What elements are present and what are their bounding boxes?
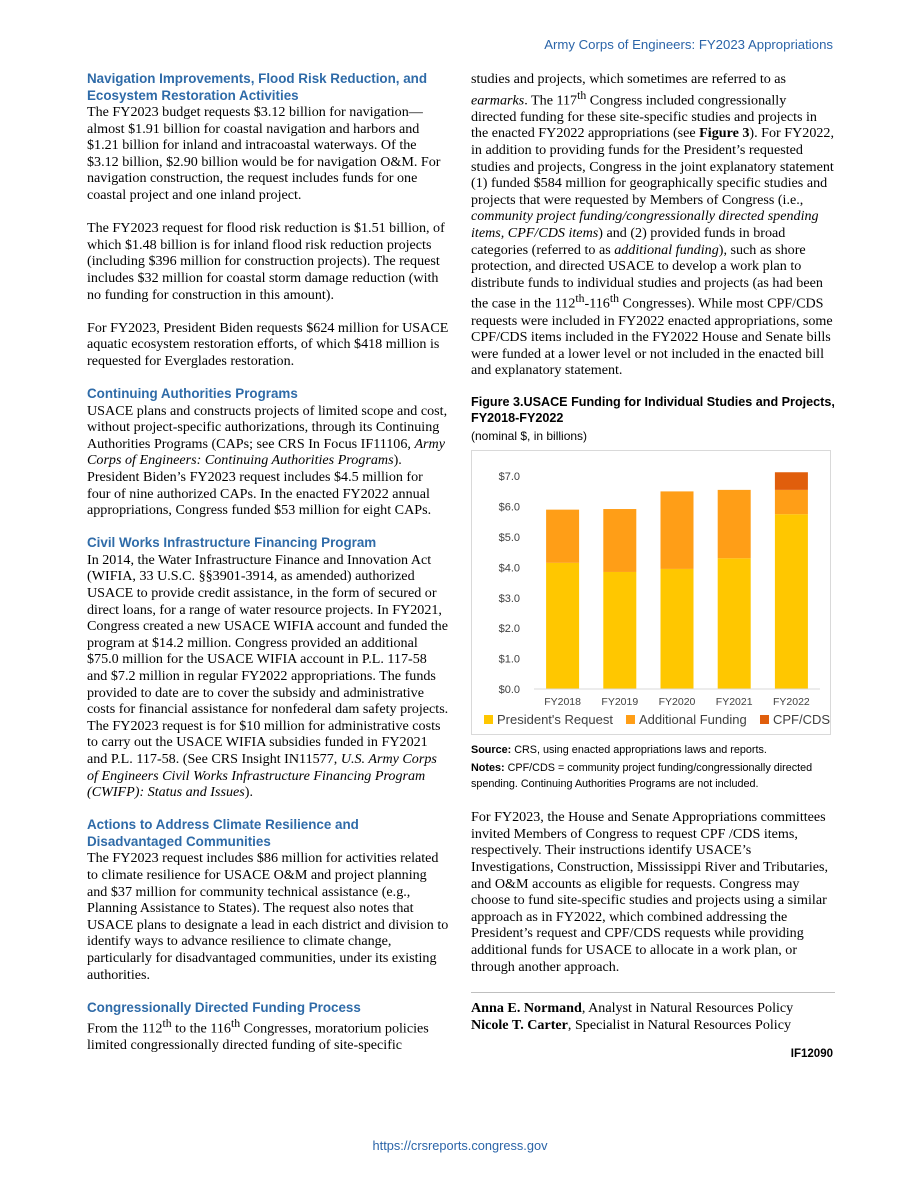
y-tick-label: $5.0	[498, 532, 520, 545]
paragraph-fy2023-requests: For FY2023, the House and Senate Appropriations committees invited Members of Congress to request CPF /CDS items, respectively. Their instructions identify USACE’s Investigations, Construction, Mississippi River and Tributaries, and O&M accounts as eligible for requests. Congress may choose to fund site-specific studies and projects using a similar approach as in FY2022, which combined addressing the President’s request and CPF/CDS requests while providing additional funds for USACE to allocate in a work plan, or through another approach.	[471, 809, 829, 975]
cwiff-report-title: U.S. Army Corps of Engineers Civil Works Infrastructure Financing Program (CWIFP): Status and Issues	[87, 750, 437, 801]
legend-label: Additional Funding	[639, 712, 747, 728]
author-1: Anna E. Normand, Analyst in Natural Resources Policy	[471, 1000, 794, 1017]
figure-3-reference: Figure 3	[699, 125, 750, 142]
report-id: IF12090	[790, 1048, 833, 1060]
cap-report-title: Army Corps of Engineers: Continuing Authorities Programs	[87, 435, 445, 469]
y-tick-label: $1.0	[498, 653, 520, 666]
bar-segment	[661, 569, 694, 689]
x-tick-label: FY2022	[773, 696, 810, 709]
paragraph-ecosystem: For FY2023, President Biden requests $624 million for USACE aquatic ecosystem restoration efforts, of which $418 million is requested for Everglades restoration.	[87, 319, 449, 369]
paragraph-cwiff: In 2014, the Water Infrastructure Finance and Innovation Act (WIFIA, 33 U.S.C. §§3901-3914, as amended) authorized USACE to provide credit assistance, in the form of secured or direct loans, for a range of water resource projects. In FY2021, Congress created a new USACE WIFIA account and funded the program at $14.2 million. Congress provided an additional $75.0 million for the USACE WIFIA account in P.L. 117-58 and $7.2 million in regular FY2022 appropriations. The funds provided to date are to cover the subsidy and administrative costs for financial assistance for nonfederal dam safety projects. The FY2023 request is for $10 million for administrative costs to carry out the USACE WIFIA subsidies funded in FY2021 and P.L. 117-58. (See CRS Insight IN11577, U.S. Army Corps of Engineers Civil Works Infrastructure Financing Program (CWIFP): Status and Issues).	[87, 551, 449, 801]
y-tick-label: $4.0	[498, 562, 520, 575]
authors-block	[471, 992, 835, 1033]
legend-label: President's Request	[497, 712, 613, 728]
right-column	[471, 71, 835, 1033]
figure-source: Source: CRS, using enacted appropriations laws and reports.	[471, 744, 767, 757]
bar-segment	[546, 510, 579, 563]
bar-segment	[775, 514, 808, 689]
chart-container	[471, 450, 831, 735]
paragraph-earmarks: studies and projects, which sometimes are referred to as earmarks. The 117th Congress included congressionally directed funding for these site-specific studies and projects in the enacted FY2022 appropriations (see Figure 3). For FY2022, in addition to providing funds for the President’s requested studies and projects, Congress in the joint explanatory statement (1) funded $584 million for geographically specific studies and projects that were requested by Members of Congress (i.e., community project funding/congressionally directed spending items, CPF/CDS items) and (2) provided funds in broad categories (referred to as additional funding), such as shore protection, and directed USACE to develop a work plan to distribute funds to individual studies and projects (as had been the case in the 112th-116th Congresses). While most CPF/CDS requests were included in FY2022 enacted appropriations, some CPF/CDS items included in the FY2022 House and Senate bills were funded at a lower level or not included in the enacted bill and explanatory statement.	[471, 71, 834, 379]
left-column	[87, 71, 449, 1054]
bar-segment	[546, 563, 579, 689]
bar-segment	[603, 572, 636, 689]
legend-label: CPF/CDS	[773, 712, 831, 728]
bar-segment	[718, 558, 751, 689]
y-tick-label: $2.0	[498, 623, 520, 636]
section-heading-navigation: Navigation Improvements, Flood Risk Reduction, and Ecosystem Restoration Activities	[87, 71, 428, 103]
paragraph-directed-funding: From the 112th to the 116th Congresses, moratorium policies limited congressionally directed funding of site-specific	[87, 1017, 429, 1054]
footer-url-link[interactable]: https://crsreports.congress.gov	[372, 1138, 548, 1153]
paragraph-climate: The FY2023 request includes $86 million for activities related to climate resilience for USACE O&M and project planning and $37 million for community technical assistance (e.g., Planning Assistance to States). The request also notes that USACE plans to designate a lead in each district and division to identify ways to advance resilience to climate change, particularly for disadvantaged communities, under its existing authorities.	[87, 850, 449, 983]
legend-swatch	[484, 715, 493, 724]
x-tick-label: FY2018	[544, 696, 581, 709]
paragraph-caps: USACE plans and constructs projects of limited scope and cost, without project-specific authorizations, through its Continuing Authorities Programs (CAPs; see CRS In Focus IF11106, Army Corps of Engineers: Continuing Authorities Programs). President Biden’s FY2023 request includes $4.5 million for four of nine authorized CAPs. In the enacted FY2022 annual appropriations, Congress funded $53 million for eight CAPs.	[87, 402, 448, 519]
legend-swatch	[626, 715, 635, 724]
bar-segment	[775, 490, 808, 514]
funding-bar-chart	[472, 451, 832, 736]
paragraph-flood-risk: The FY2023 request for flood risk reduction is $1.51 billion, of which $1.48 billion is for inland flood risk reduction projects (including $396 million for construction projects). The request includes $32 million for coastal storm damage reduction (with no funding for construction in this amount).	[87, 220, 445, 303]
x-tick-label: FY2021	[715, 696, 753, 709]
author-2: Nicole T. Carter, Specialist in Natural Resources Policy	[471, 1016, 792, 1033]
section-heading-directed-funding: Congressionally Directed Funding Process	[87, 999, 361, 1015]
bar-segment	[603, 509, 636, 572]
y-tick-label: $7.0	[498, 471, 520, 484]
section-heading-caps: Continuing Authorities Programs	[87, 386, 298, 402]
figure-subtitle: (nominal $, in billions)	[471, 429, 588, 444]
y-tick-label: $6.0	[498, 501, 520, 514]
bar-segment	[661, 491, 694, 569]
section-heading-climate: Actions to Address Climate Resilience and Disadvantaged Communities	[87, 817, 359, 849]
y-tick-label: $0.0	[498, 684, 520, 697]
figure-notes: Notes: CPF/CDS = community project funding/congressionally directed spending. Continuing Authorities Programs are not included.	[471, 762, 813, 791]
x-tick-label: FY2019	[601, 696, 639, 709]
paragraph-navigation: The FY2023 budget requests $3.12 billion for navigation—almost $1.91 billion for coastal navigation and harbors and $1.21 billion for inland and intracoastal waterways. Of the $3.12 billion, $2.90 billion would be for navigation O&M. For navigation construction, the request includes funds for one coastal project and one inland project.	[87, 104, 441, 203]
section-heading-cwiff: Civil Works Infrastructure Financing Program	[87, 535, 377, 551]
figure-title: Figure 3.USACE Funding for Individual Studies and Projects, FY2018-FY2022	[471, 395, 835, 425]
bar-segment	[718, 490, 751, 558]
header-title: Army Corps of Engineers: FY2023 Appropriations	[544, 37, 833, 52]
y-tick-label: $3.0	[498, 592, 520, 605]
bar-segment	[775, 472, 808, 490]
x-tick-label: FY2020	[658, 696, 696, 709]
legend-swatch	[760, 715, 769, 724]
